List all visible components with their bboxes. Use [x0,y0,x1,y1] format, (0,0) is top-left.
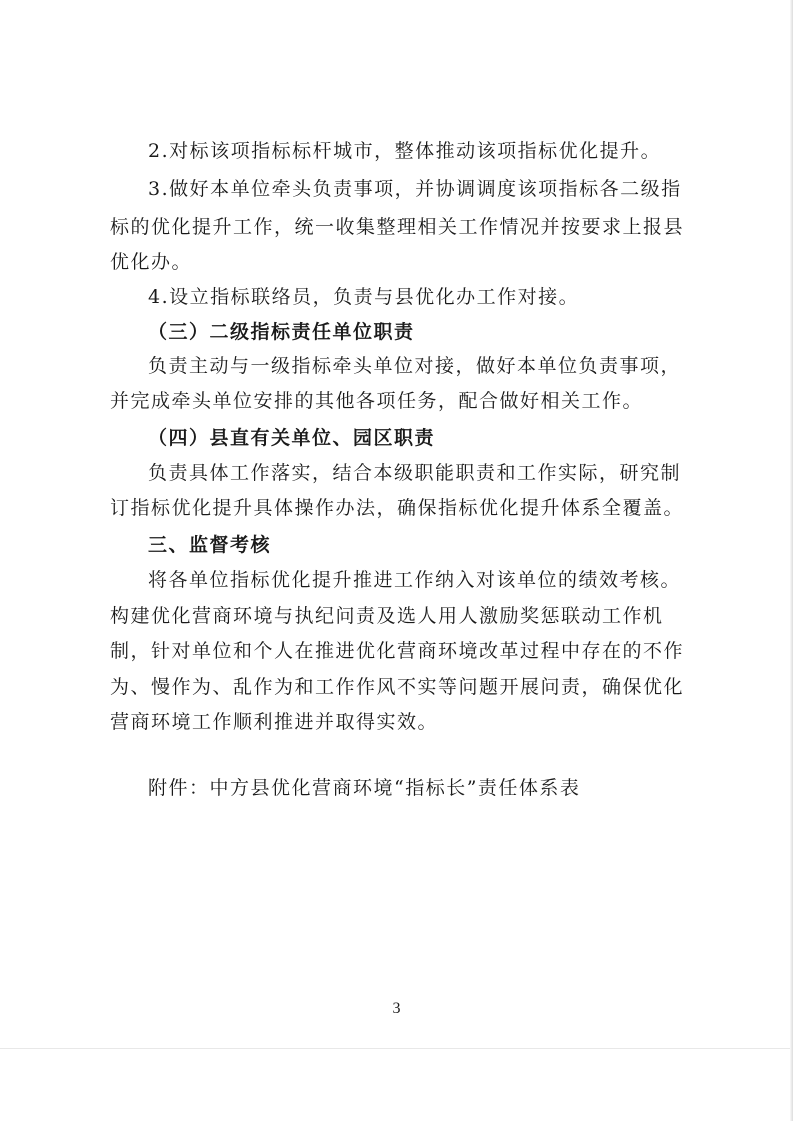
paragraph-line: 优化办。 [110,251,193,273]
paragraph-line: 营商环境工作顺利推进并取得实效。 [110,711,439,733]
paragraph-line: 将各单位指标优化提升推进工作纳入对该单位的绩效考核。 [148,569,682,591]
section-heading: （四）县直有关单位、园区职责 [148,427,436,449]
paragraph-line: 3.做好本单位牵头负责事项，并协调调度该项指标各二级指 [148,178,682,200]
section-heading: （三）二级指标责任单位职责 [148,321,415,343]
section-heading: 三、监督考核 [148,534,272,556]
paragraph-line: 2.对标该项指标标杆城市，整体推动该项指标优化提升。 [148,140,662,162]
paragraph-line: 订指标优化提升具体操作办法，确保指标优化提升体系全覆盖。 [110,497,685,519]
paragraph-line: 为、慢作为、乱作为和工作作风不实等问题开展问责，确保优化 [110,676,685,698]
paragraph-line: 并完成牵头单位安排的其他各项任务，配合做好相关工作。 [110,390,644,412]
paragraph-line: 负责具体工作落实，结合本级职能职责和工作实际，研究制 [148,462,682,484]
page-divider [0,1048,793,1049]
paragraph-line: 4.设立指标联络员，负责与县优化办工作对接。 [148,286,580,308]
paragraph-line: 制，针对单位和个人在推进优化营商环境改革过程中存在的不作 [110,640,685,662]
attachment-line: 附件：中方县优化营商环境“指标长”责任体系表 [148,777,581,799]
page-number: 3 [392,1000,401,1017]
paragraph-line: 负责主动与一级指标牵头单位对接，做好本单位负责事项， [148,355,682,377]
paragraph-line: 构建优化营商环境与执纪问责及选人用人激励奖惩联动工作机 [110,605,664,627]
paragraph-line: 标的优化提升工作，统一收集整理相关工作情况并按要求上报县 [110,216,685,238]
